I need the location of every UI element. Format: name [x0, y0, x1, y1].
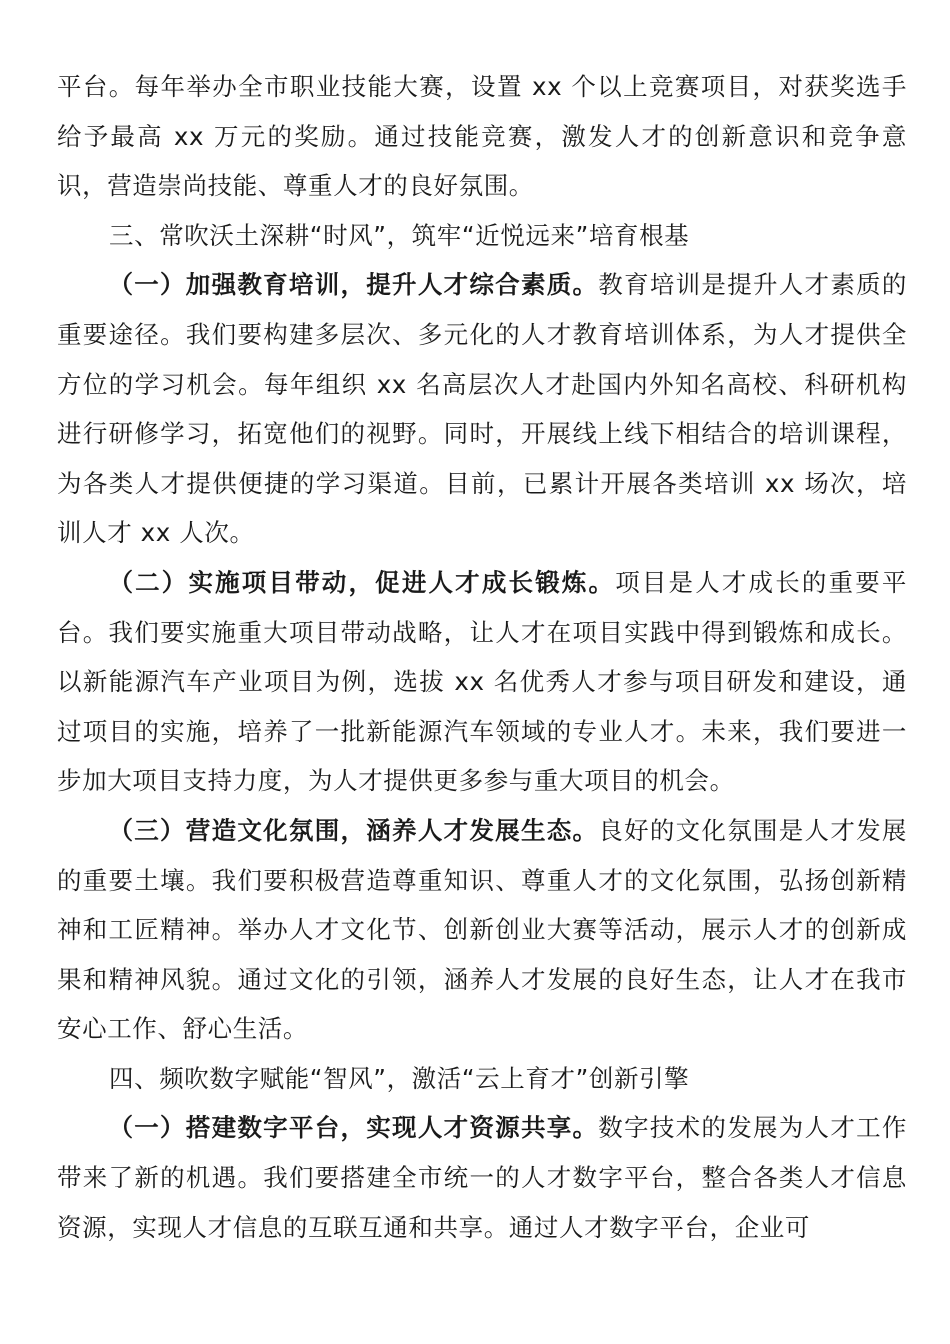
paragraph-text: 项目是人才成长的重要平台。我们要实施重大项目带动战略，让人才在项目实践中得到锻炼和成长。以新能源汽车产业项目为例，选拔 xx 名优秀人才参与项目研发和建设，通过项目的实施，培养了一批新能源汽车领域的专业人才。未来，我们要进一步加大项目支持力度，为人才提供更多参与重大项目的机会。 — [57, 567, 907, 796]
paragraph-lead: （一）加强教育培训，提升人才综合素质。 — [108, 270, 599, 300]
body-paragraph — [57, 1103, 907, 1252]
paragraph-text: 良好的文化氛围是人才发展的重要土壤。我们要积极营造尊重知识、尊重人才的文化氛围，弘扬创新精神和工匠精神。举办人才文化节、创新创业大赛等活动，展示人才的创新成果和精神风貌。通过文化的引领，涵养人才发展的良好生态，让人才在我市安心工作、舒心生活。 — [57, 815, 907, 1044]
body-paragraph — [57, 62, 907, 211]
paragraph-lead: （一）搭建数字平台，实现人才资源共享。 — [108, 1113, 599, 1143]
paragraph-text: 平台。每年举办全市职业技能大赛，设置 xx 个以上竞赛项目，对获奖选手给予最高 xx 万元的奖励。通过技能竞赛，激发人才的创新意识和竞争意识，营造崇尚技能、尊重人才的良好氛围。 — [57, 72, 907, 201]
document-page — [57, 62, 907, 1252]
section-heading-four — [57, 1054, 907, 1104]
section-heading-three — [57, 211, 907, 261]
paragraph-text: 数字技术的发展为人才工作带来了新的机遇。我们要搭建全市统一的人才数字平台，整合各类人才信息资源，实现人才信息的互联互通和共享。通过人才数字平台，企业可 — [57, 1113, 907, 1242]
paragraph-lead: （三）营造文化氛围，涵养人才发展生态。 — [108, 815, 599, 845]
body-paragraph — [57, 806, 907, 1054]
body-paragraph — [57, 260, 907, 558]
paragraph-lead: （二）实施项目带动，促进人才成长锻炼。 — [108, 567, 616, 597]
paragraph-text: 教育培训是提升人才素质的重要途径。我们要构建多层次、多元化的人才教育培训体系，为人才提供全方位的学习机会。每年组织 xx 名高层次人才赴国内外知名高校、科研机构进行研修学习，拓宽他们的视野。同时，开展线上线下相结合的培训课程，为各类人才提供便捷的学习渠道。目前，已累计开展各类培训 xx 场次，培训人才 xx 人次。 — [57, 270, 907, 548]
heading-text: 四、频吹数字赋能“智风”，激活“云上育才”创新引擎 — [109, 1063, 690, 1093]
heading-text: 三、常吹沃土深耕“时风”，筑牢“近悦远来”培育根基 — [109, 220, 690, 250]
body-paragraph — [57, 558, 907, 806]
